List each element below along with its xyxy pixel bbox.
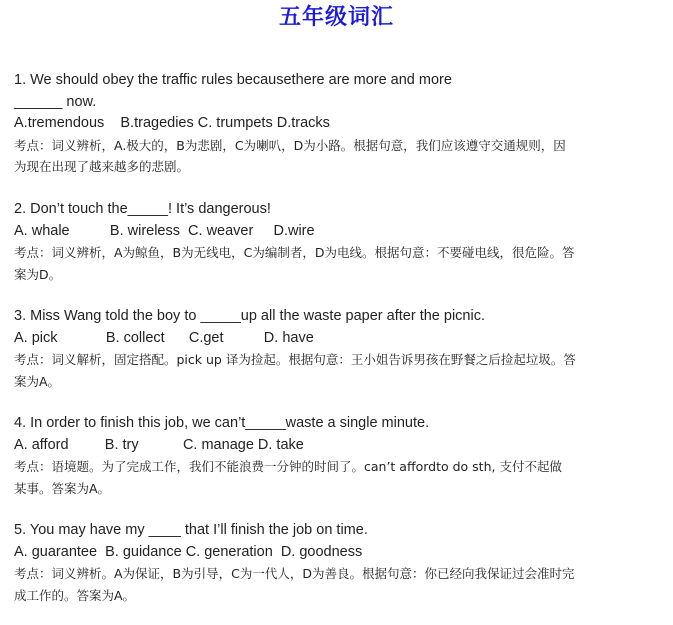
question-analysis: 考点：词义辨析，A为鲸鱼，B为无线电，C为编制者，D为电线。根据句意：不要碰电线，很危险。答 xyxy=(14,245,575,260)
question-analysis: 案为D。 xyxy=(14,266,62,282)
question-options: A. afford B. try C. manage D. take xyxy=(14,436,304,453)
question-analysis: 成工作的。答案为A。 xyxy=(14,587,136,603)
question-3 xyxy=(14,306,662,392)
question-options: A. whale B. wireless C. weaver D.wire xyxy=(14,222,315,239)
question-stem: 1. We should obey the traffic rules becausethere are more and more xyxy=(14,72,452,88)
question-options: A.tremendous B.tragedies C. trumpets D.tracks xyxy=(14,115,330,131)
question-2 xyxy=(14,199,662,285)
question-1 xyxy=(14,70,662,178)
question-analysis: 考点：语境题。为了完成工作，我们不能浪费一分钟的时间了。can’t affordto do sth, 支付不起做 xyxy=(14,459,562,474)
question-stem: 3. Miss Wang told the boy to _____up all the waste paper after the picnic. xyxy=(14,308,485,324)
page-title: 五年级词汇 xyxy=(278,5,394,30)
question-analysis: 考点：词义辨析。A为保证，B为引导，C为一代人，D为善良。根据句意：你已经向我保证过会准时完 xyxy=(14,566,575,581)
question-stem: ______ now. xyxy=(14,93,97,110)
question-analysis: 某事。答案为A。 xyxy=(14,480,111,496)
question-analysis: 为现在出现了越来越多的悲剧。 xyxy=(14,159,190,174)
question-analysis: 案为A。 xyxy=(14,373,61,389)
question-stem: 4. In order to finish this job, we can’t_____waste a single minute. xyxy=(14,415,430,431)
question-4 xyxy=(14,413,662,499)
question-stem: 2. Don’t touch the_____! It’s dangerous! xyxy=(14,201,271,217)
question-analysis: 考点：词义辨析，A.极大的，B为悲剧，C为喇叭，D为小路。根据句意，我们应该遵守交通规则，因 xyxy=(14,137,566,153)
question-5 xyxy=(14,520,662,606)
question-analysis: 考点：词义解析，固定搭配。pick up 译为捡起。根据句意：王小姐告诉男孩在野餐之后捡起垃圾。答 xyxy=(14,352,576,367)
question-options: A. pick B. collect C.get D. have xyxy=(14,329,314,346)
question-stem: 5. You may have my ____ that I’ll finish the job on time. xyxy=(14,522,368,538)
question-options: A. guarantee B. guidance C. generation D. goodness xyxy=(14,543,363,560)
